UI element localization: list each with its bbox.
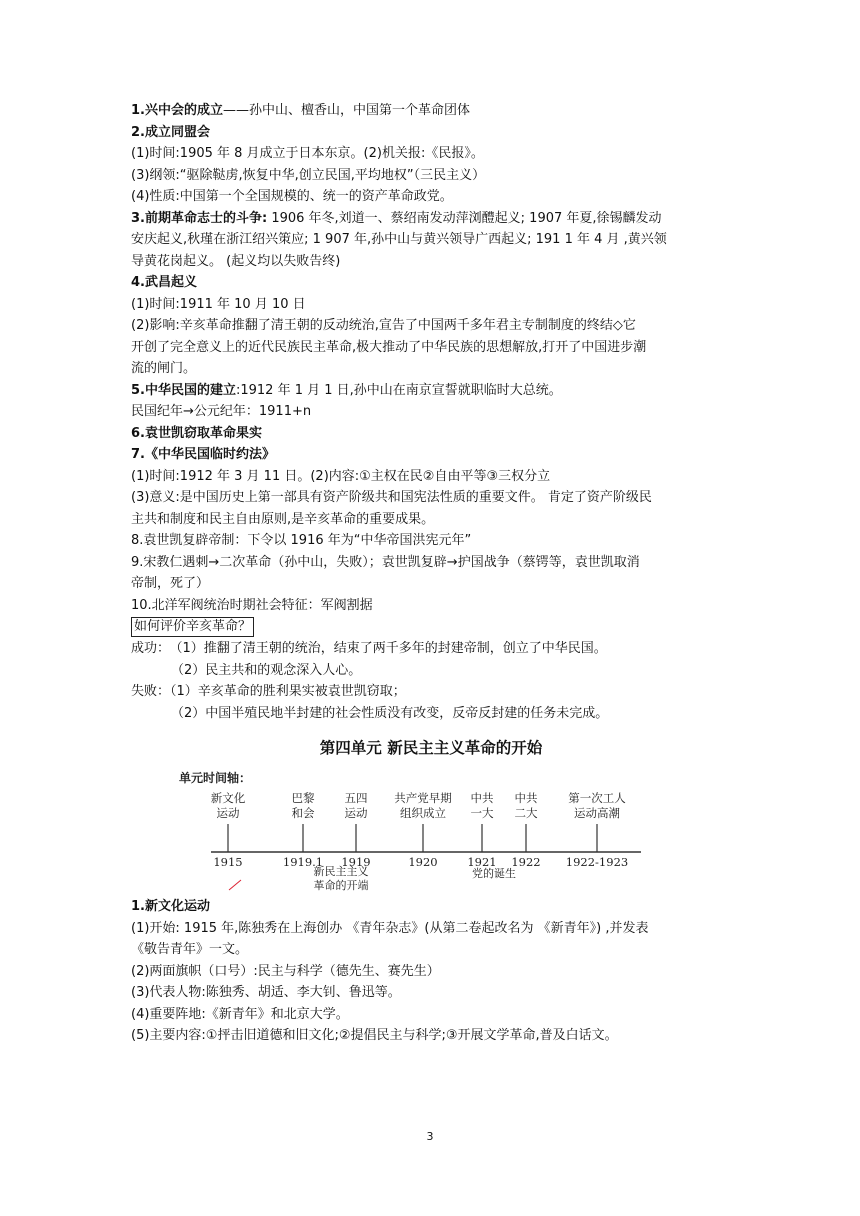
xinhai-line xyxy=(131,573,731,595)
xinhai-text: (1)时间:1911 年 10 月 10 日 xyxy=(131,296,306,312)
timeline-event-label: 第一次工人 xyxy=(568,791,626,805)
timeline-event-label: 一大 xyxy=(470,806,494,820)
xinhai-line xyxy=(131,122,731,144)
xinhai-line xyxy=(131,208,731,230)
section-new-culture-movement xyxy=(131,896,731,1047)
timeline-event-label: 运动 xyxy=(216,806,240,820)
xinhai-text: 10.北洋军阀统治时期社会特征：军阀割据 xyxy=(131,597,373,613)
timeline-event-label: 巴黎 xyxy=(291,791,315,805)
success-line-1 xyxy=(131,638,731,660)
failure-label: 失败： xyxy=(131,684,171,699)
xinhai-line xyxy=(131,337,731,359)
timeline-year: 1922 xyxy=(511,855,541,869)
timeline-event-label: 运动 xyxy=(344,806,368,820)
xinhai-line xyxy=(131,595,731,617)
xinhai-text: :1912 年 1 月 1 日,孙中山在南京宣誓就职临时大总统。 xyxy=(235,382,562,398)
timeline-year: 1921 xyxy=(467,855,497,869)
timeline-year: 1922-1923 xyxy=(565,855,629,869)
success-line-2 xyxy=(131,660,731,682)
new-culture-text: (5)主要内容:①抨击旧道德和旧文化;②提倡民主与科学;③开展文学革命,普及白话文。 xyxy=(131,1028,618,1043)
xinhai-line xyxy=(131,444,731,466)
timeline-event-label: 五四 xyxy=(344,791,368,805)
new-culture-line xyxy=(131,982,731,1004)
xinhai-heading: 3.前期革命志士的斗争: xyxy=(131,210,268,226)
question-box-line xyxy=(131,616,731,638)
timeline-event-label: 运动高潮 xyxy=(574,806,620,820)
new-culture-text: (2)两面旗帜（口号）:民主与科学（德先生、赛先生） xyxy=(131,963,440,979)
timeline-title: 单元时间轴： xyxy=(179,771,252,785)
timeline-event-label: 和会 xyxy=(291,806,315,820)
xinhai-text: 1906 年冬,刘道一、蔡绍南发动萍浏醴起义; 1907 年夏,徐锡麟发动 xyxy=(267,210,662,226)
xinhai-text: 安庆起义,秋瑾在浙江绍兴策应; 1 907 年,孙中山与黄兴领导广西起义; 191 1 年 4 月 ,黄兴领 xyxy=(131,232,667,247)
new-culture-line xyxy=(131,896,731,918)
success-item-2: （2）民主共和的观念深入人心。 xyxy=(171,662,362,678)
xinhai-line xyxy=(131,358,731,380)
xinhai-line xyxy=(131,100,731,122)
failure-line-1 xyxy=(131,681,731,703)
timeline-lower-left-1: 新民主主义 xyxy=(313,865,369,878)
xinhai-heading: 1.兴中会的成立 xyxy=(131,103,223,118)
timeline-year: 1915 xyxy=(213,855,243,869)
failure-item-2: （2）中国半殖民地半封建的社会性质没有改变，反帝反封建的任务未完成。 xyxy=(171,705,609,721)
xinhai-line xyxy=(131,251,731,273)
xinhai-text: 帝制，死了） xyxy=(131,576,210,591)
new-culture-text: (3)代表人物:陈独秀、胡适、李大钊、鲁迅等。 xyxy=(131,985,401,1000)
xinhai-text: 民国纪年→公元纪年：1911+n xyxy=(131,404,312,419)
timeline-event-label: 新文化 xyxy=(210,791,246,805)
xinhai-line xyxy=(131,143,731,165)
xinhai-line xyxy=(131,466,731,488)
timeline-event-label: 中共 xyxy=(470,791,494,805)
xinhai-line xyxy=(131,487,731,509)
xinhai-line xyxy=(131,272,731,294)
success-item-1: （1）推翻了清王朝的统治，结束了两千多年的封建帝制，创立了中华民国。 xyxy=(176,641,607,656)
unit-title: 第四单元 新民主主义革命的开始 xyxy=(319,739,543,757)
xinhai-line xyxy=(131,509,731,531)
xinhai-heading: 4.武昌起义 xyxy=(131,275,197,290)
timeline-year: 1919.1 xyxy=(282,855,324,869)
page-content xyxy=(131,100,731,1047)
xinhai-line xyxy=(131,380,731,402)
xinhai-line xyxy=(131,401,731,423)
xinhai-line xyxy=(131,165,731,187)
xinhai-line xyxy=(131,552,731,574)
xinhai-text: 主共和制度和民主自由原则,是辛亥革命的重要成果。 xyxy=(131,511,435,527)
new-culture-line xyxy=(131,1025,731,1047)
timeline-event-label: 共产党早期 xyxy=(394,791,452,805)
timeline-graphic xyxy=(171,762,641,892)
unit-timeline xyxy=(171,762,641,892)
xinhai-heading: 6.袁世凯窃取革命果实 xyxy=(131,425,262,441)
xinhai-text: (1)时间:1912 年 3 月 11 日。(2)内容:①主权在民②自由平等③三权分立 xyxy=(131,468,551,484)
failure-item-1: （1）辛亥革命的胜利果实被袁世凯窃取； xyxy=(170,684,406,699)
red-pen-mark xyxy=(229,880,241,890)
new-culture-line xyxy=(131,939,731,961)
new-culture-line xyxy=(131,918,731,940)
xinhai-line xyxy=(131,315,731,337)
xinhai-text: 8.袁世凯复辟帝制：下令以 1916 年为“中华帝国洪宪元年” xyxy=(131,533,472,548)
xinhai-text: 9.宋教仁遇刺→二次革命（孙中山，失败）；袁世凯复辟→护国战争（蔡锷等，袁世凯取消 xyxy=(131,554,640,570)
timeline-lower-left-2: 革命的开端 xyxy=(313,879,369,892)
xinhai-line xyxy=(131,530,731,552)
timeline-event-label: 中共 xyxy=(514,791,538,805)
question-box: 如何评价辛亥革命？ xyxy=(131,617,254,637)
timeline-year: 1919 xyxy=(341,855,371,869)
xinhai-text: 流的闸门。 xyxy=(131,361,197,376)
xinhai-heading: 7.《中华民国临时约法》 xyxy=(131,447,275,462)
xinhai-heading: 5.中华民国的建立 xyxy=(131,382,236,398)
xinhai-text: (3)意义:是中国历史上第一部具有资产阶级共和国宪法性质的重要文件。 肯定了资产阶级民 xyxy=(131,490,652,505)
xinhai-line xyxy=(131,229,731,251)
failure-line-2 xyxy=(131,703,731,725)
success-label: 成功： xyxy=(131,641,171,656)
xinhai-text: (3)纲领:“驱除鞑虏,恢复中华,创立民国,平均地权”（三民主义） xyxy=(131,167,486,183)
xinhai-text: 开创了完全意义上的近代民族民主革命,极大推动了中华民族的思想解放,打开了中国进步潮 xyxy=(131,339,647,355)
section-xinhai-revolution xyxy=(131,100,731,616)
timeline-lower-right: 党的诞生 xyxy=(472,867,516,880)
timeline-event-label: 组织成立 xyxy=(400,806,446,820)
new-culture-text: (1)开始: 1915 年,陈独秀在上海创办 《青年杂志》(从第二卷起改名为 《新青年》) ,并发表 xyxy=(131,920,649,936)
new-culture-line xyxy=(131,1004,731,1026)
xinhai-line xyxy=(131,186,731,208)
xinhai-text: 导黄花岗起义。 (起义均以失败告终) xyxy=(131,253,341,269)
xinhai-heading: 2.成立同盟会 xyxy=(131,124,210,140)
xinhai-text: (2)影响:辛亥革命推翻了清王朝的反动统治,宣告了中国两千多年君主专制制度的终结◇它 xyxy=(131,318,636,333)
timeline-event-label: 二大 xyxy=(514,806,538,820)
new-culture-heading: 1.新文化运动 xyxy=(131,899,210,914)
new-culture-text: (4)重要阵地:《新青年》和北京大学。 xyxy=(131,1006,349,1022)
new-culture-line xyxy=(131,961,731,983)
timeline-year: 1920 xyxy=(408,855,438,869)
xinhai-text: (4)性质:中国第一个全国规模的、统一的资产革命政党。 xyxy=(131,189,453,204)
new-culture-text: 《敬告青年》一文。 xyxy=(131,942,249,957)
page-number: 3 xyxy=(426,1130,434,1143)
xinhai-text: ——孙中山、檀香山，中国第一个革命团体 xyxy=(222,103,470,118)
xinhai-line xyxy=(131,294,731,316)
xinhai-text: (1)时间:1905 年 8 月成立于日本东京。(2)机关报:《民报》。 xyxy=(131,146,484,161)
xinhai-line xyxy=(131,423,731,445)
